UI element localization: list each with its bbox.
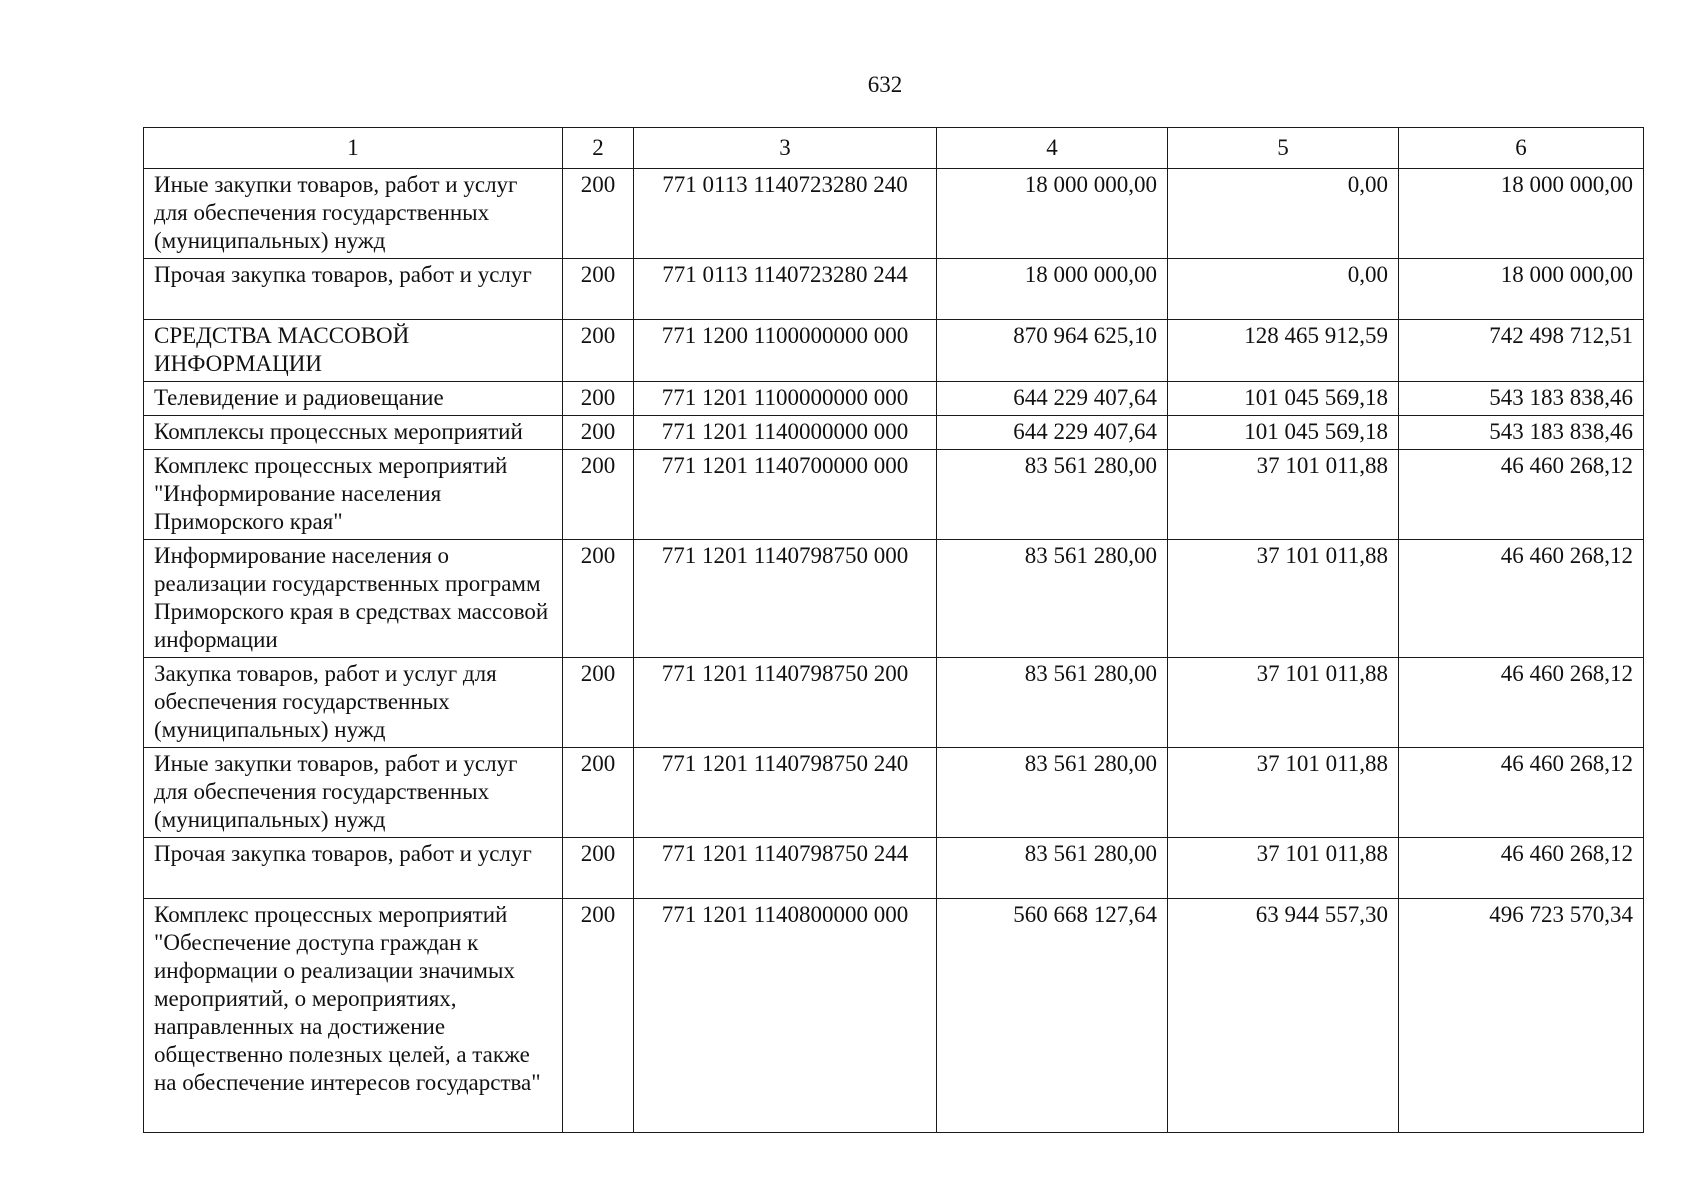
- header-col-4: 4: [937, 128, 1168, 169]
- row-code: 200: [563, 899, 634, 1133]
- table-row: [144, 899, 1644, 1133]
- row-value-6: 543 183 838,46: [1399, 416, 1644, 450]
- row-value-5: 37 101 011,88: [1168, 838, 1399, 899]
- row-value-6: 18 000 000,00: [1399, 259, 1644, 320]
- row-classification: 771 1201 1140798750 000: [634, 540, 937, 658]
- row-value-5: 37 101 011,88: [1168, 658, 1399, 748]
- row-classification: 771 1201 1100000000 000: [634, 382, 937, 416]
- row-name: Прочая закупка товаров, работ и услуг: [144, 259, 563, 320]
- row-value-4: 83 561 280,00: [937, 748, 1168, 838]
- budget-table: [143, 127, 1644, 1133]
- row-value-4: 83 561 280,00: [937, 450, 1168, 540]
- row-value-6: 46 460 268,12: [1399, 838, 1644, 899]
- header-col-2: 2: [563, 128, 634, 169]
- row-classification: 771 1201 1140798750 244: [634, 838, 937, 899]
- row-value-5: 101 045 569,18: [1168, 382, 1399, 416]
- row-value-5: 128 465 912,59: [1168, 320, 1399, 382]
- row-classification: 771 1201 1140700000 000: [634, 450, 937, 540]
- row-value-5: 37 101 011,88: [1168, 450, 1399, 540]
- table-row: [144, 259, 1644, 320]
- page-number: 632: [867, 72, 903, 97]
- row-value-4: 83 561 280,00: [937, 658, 1168, 748]
- table-row: [144, 382, 1644, 416]
- row-name: Комплекс процессных мероприятий "Информирование населения Приморского края": [144, 450, 563, 540]
- row-value-6: 742 498 712,51: [1399, 320, 1644, 382]
- row-value-4: 644 229 407,64: [937, 382, 1168, 416]
- row-name: Прочая закупка товаров, работ и услуг: [144, 838, 563, 899]
- row-name: Закупка товаров, работ и услуг для обеспечения государственных (муниципальных) нужд: [144, 658, 563, 748]
- row-name: Телевидение и радиовещание: [144, 382, 563, 416]
- row-code: 200: [563, 838, 634, 899]
- row-name: Иные закупки товаров, работ и услуг для обеспечения государственных (муниципальных) нужд: [144, 748, 563, 838]
- row-classification: 771 1201 1140800000 000: [634, 899, 937, 1133]
- row-classification: 771 0113 1140723280 244: [634, 259, 937, 320]
- row-value-5: 37 101 011,88: [1168, 540, 1399, 658]
- row-value-6: 18 000 000,00: [1399, 169, 1644, 259]
- row-value-5: 101 045 569,18: [1168, 416, 1399, 450]
- row-value-4: 18 000 000,00: [937, 169, 1168, 259]
- row-code: 200: [563, 382, 634, 416]
- row-classification: 771 1201 1140798750 200: [634, 658, 937, 748]
- table-row: [144, 658, 1644, 748]
- table-row: [144, 320, 1644, 382]
- row-code: 200: [563, 320, 634, 382]
- row-name: Комплексы процессных мероприятий: [144, 416, 563, 450]
- row-value-5: 0,00: [1168, 169, 1399, 259]
- row-value-6: 496 723 570,34: [1399, 899, 1644, 1133]
- row-value-4: 83 561 280,00: [937, 540, 1168, 658]
- header-row: [144, 128, 1644, 169]
- row-classification: 771 1201 1140798750 240: [634, 748, 937, 838]
- table-row: [144, 540, 1644, 658]
- row-value-4: 560 668 127,64: [937, 899, 1168, 1133]
- row-classification: 771 1201 1140000000 000: [634, 416, 937, 450]
- row-value-6: 46 460 268,12: [1399, 450, 1644, 540]
- row-name: Иные закупки товаров, работ и услуг для обеспечения государственных (муниципальных) нужд: [144, 169, 563, 259]
- row-classification: 771 0113 1140723280 240: [634, 169, 937, 259]
- row-value-4: 83 561 280,00: [937, 838, 1168, 899]
- table-row: [144, 450, 1644, 540]
- row-value-6: 46 460 268,12: [1399, 658, 1644, 748]
- row-value-6: 543 183 838,46: [1399, 382, 1644, 416]
- table-row: [144, 416, 1644, 450]
- table-body: [144, 169, 1644, 1133]
- header-col-6: 6: [1399, 128, 1644, 169]
- row-value-5: 63 944 557,30: [1168, 899, 1399, 1133]
- table-row: [144, 838, 1644, 899]
- row-value-6: 46 460 268,12: [1399, 748, 1644, 838]
- table-row: [144, 748, 1644, 838]
- table-header: [144, 128, 1644, 169]
- row-code: 200: [563, 748, 634, 838]
- header-col-1: 1: [144, 128, 563, 169]
- row-value-4: 644 229 407,64: [937, 416, 1168, 450]
- table-row: [144, 169, 1644, 259]
- row-code: 200: [563, 169, 634, 259]
- row-code: 200: [563, 658, 634, 748]
- row-value-4: 870 964 625,10: [937, 320, 1168, 382]
- row-name: СРЕДСТВА МАССОВОЙ ИНФОРМАЦИИ: [144, 320, 563, 382]
- row-code: 200: [563, 540, 634, 658]
- row-value-5: 0,00: [1168, 259, 1399, 320]
- row-code: 200: [563, 416, 634, 450]
- row-code: 200: [563, 450, 634, 540]
- row-classification: 771 1200 1100000000 000: [634, 320, 937, 382]
- row-value-4: 18 000 000,00: [937, 259, 1168, 320]
- header-col-5: 5: [1168, 128, 1399, 169]
- row-value-6: 46 460 268,12: [1399, 540, 1644, 658]
- header-col-3: 3: [634, 128, 937, 169]
- row-name: Комплекс процессных мероприятий "Обеспечение доступа граждан к информации о реализации значимых мероприятий, о мероприятиях, направленных на достижение общественно полезных целей, а также на обеспечение интересов государства": [144, 899, 563, 1133]
- row-value-5: 37 101 011,88: [1168, 748, 1399, 838]
- row-name: Информирование населения о реализации государственных программ Приморского края в средствах массовой информации: [144, 540, 563, 658]
- row-code: 200: [563, 259, 634, 320]
